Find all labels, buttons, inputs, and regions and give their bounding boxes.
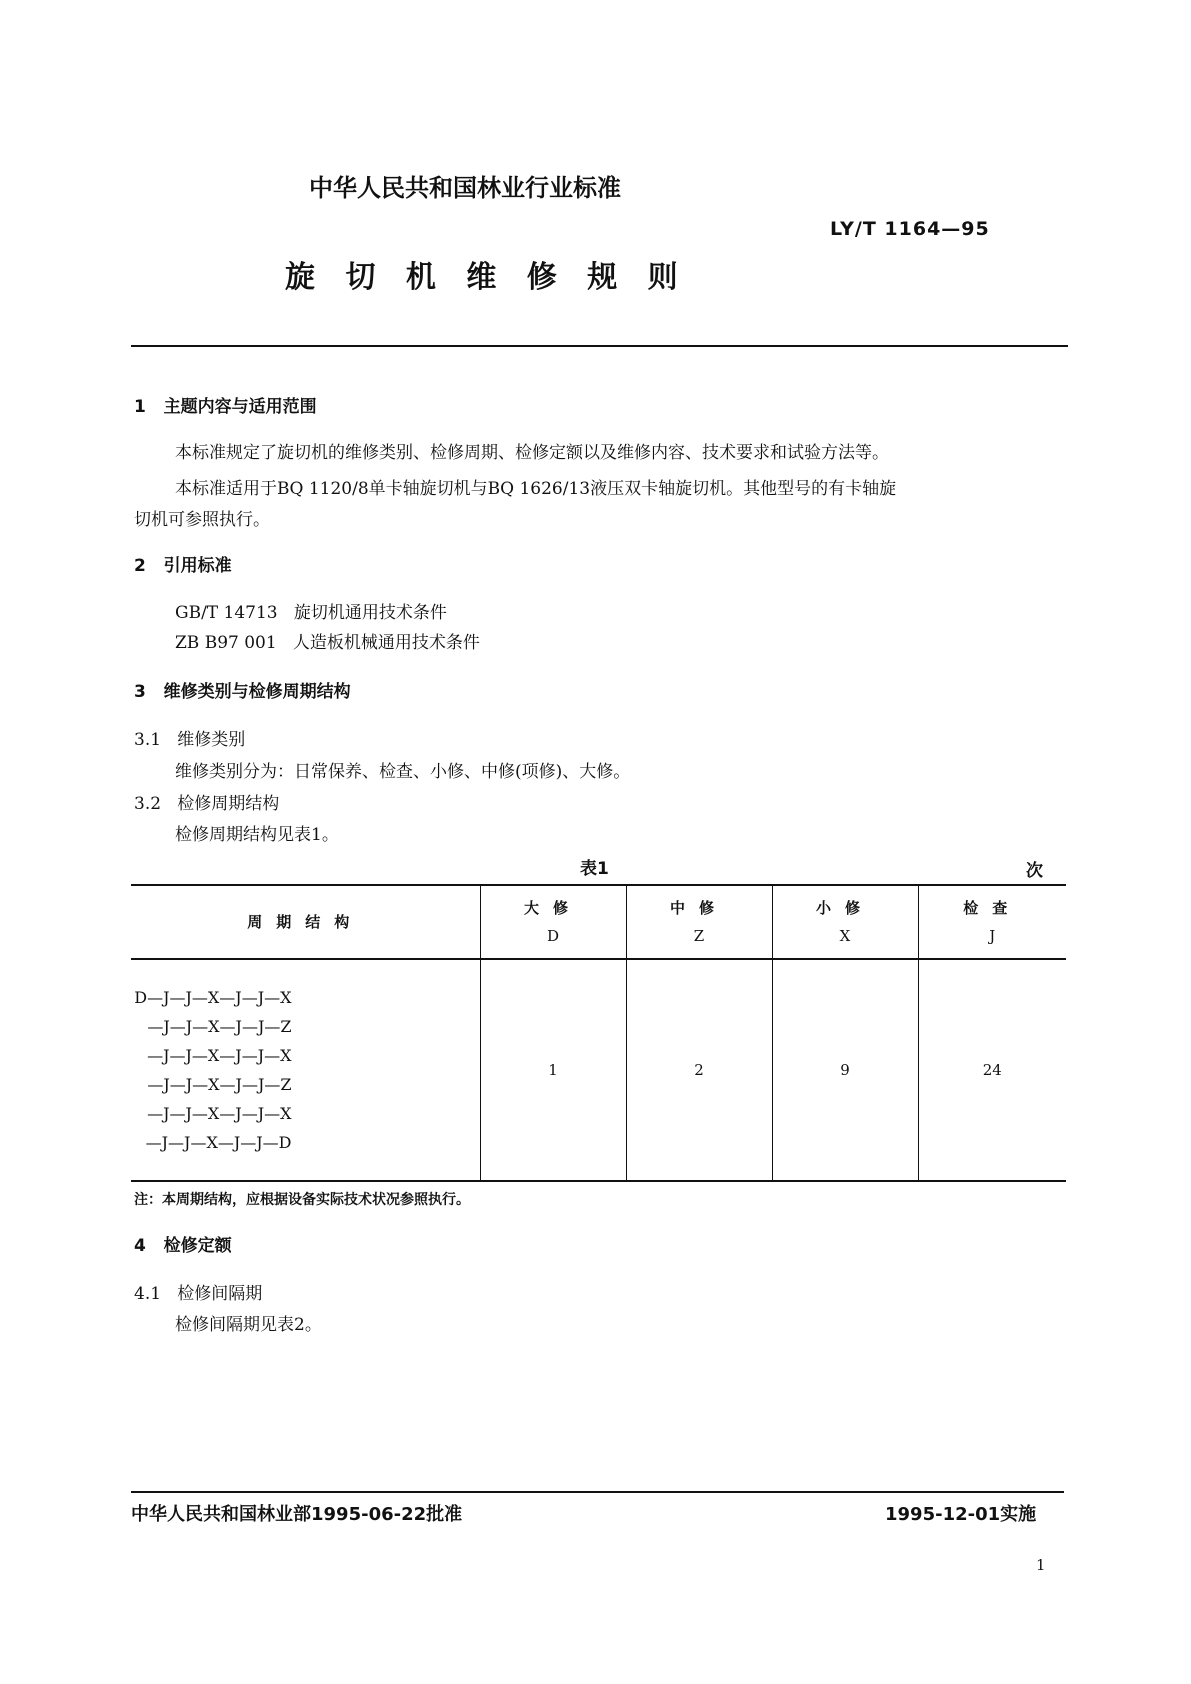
paragraph: 检修周期结构见表1。 bbox=[175, 825, 339, 845]
table-header-row bbox=[131, 885, 1066, 959]
table-note: 注：本周期结构，应根据设备实际技术状况参照执行。 bbox=[134, 1192, 470, 1208]
table-row bbox=[131, 959, 1066, 1181]
count-inspection: 24 bbox=[918, 959, 1066, 1181]
document-title: 旋 切 机 维 修 规 则 bbox=[285, 260, 688, 295]
cycle-line: D—J—J—X—J—J—X bbox=[134, 988, 292, 1007]
effective-date: 1995-12-01实施 bbox=[885, 1504, 1037, 1525]
header-cycle: 周期结构 bbox=[131, 885, 480, 959]
header-minor-repair: 小修 X bbox=[772, 885, 918, 959]
section-4-1-heading: 4.1 检修间隔期 bbox=[134, 1284, 263, 1304]
header-medium-repair: 中修 Z bbox=[626, 885, 772, 959]
table-unit: 次 bbox=[1026, 861, 1043, 881]
cycle-line: —J—J—X—J—J—D bbox=[145, 1133, 292, 1152]
cycle-line: —J—J—X—J—J—Z bbox=[147, 1017, 292, 1036]
section-3-2-heading: 3.2 检修周期结构 bbox=[134, 794, 280, 814]
section-3-heading: 3 维修类别与检修周期结构 bbox=[134, 682, 351, 702]
paragraph: 维修类别分为：日常保养、检查、小修、中修(项修)、大修。 bbox=[175, 762, 631, 782]
table-caption: 表1 bbox=[580, 859, 609, 879]
header-major-repair: 大修 D bbox=[480, 885, 626, 959]
paragraph: 本标准规定了旋切机的维修类别、检修周期、检修定额以及维修内容、技术要求和试验方法等。 bbox=[175, 443, 889, 463]
cycle-sequence bbox=[131, 959, 480, 1181]
standard-code: LY/T 1164—95 bbox=[830, 218, 990, 240]
section-1-heading: 1 主题内容与适用范围 bbox=[134, 397, 317, 417]
header-inspection: 检查 J bbox=[918, 885, 1066, 959]
section-2-heading: 2 引用标准 bbox=[134, 556, 232, 576]
reference-item: GB/T 14713 旋切机通用技术条件 bbox=[175, 603, 447, 623]
cycle-line: —J—J—X—J—J—X bbox=[147, 1046, 292, 1065]
cycle-line: —J—J—X—J—J—X bbox=[147, 1104, 292, 1123]
count-medium: 2 bbox=[626, 959, 772, 1181]
paragraph: 切机可参照执行。 bbox=[134, 510, 270, 530]
header-rule bbox=[131, 345, 1068, 347]
paragraph: 本标准适用于BQ 1120/8单卡轴旋切机与BQ 1626/13液压双卡轴旋切机。其他型号的有卡轴旋 bbox=[175, 479, 897, 499]
page-number: 1 bbox=[1036, 1556, 1046, 1574]
count-minor: 9 bbox=[772, 959, 918, 1181]
paragraph: 检修间隔期见表2。 bbox=[175, 1315, 322, 1335]
cycle-line: —J—J—X—J—J—Z bbox=[147, 1075, 292, 1094]
cycle-structure-table bbox=[131, 884, 1066, 1182]
approval-text: 中华人民共和国林业部1995-06-22批准 bbox=[131, 1504, 463, 1525]
section-3-1-heading: 3.1 维修类别 bbox=[134, 730, 246, 750]
count-major: 1 bbox=[480, 959, 626, 1181]
section-4-heading: 4 检修定额 bbox=[134, 1236, 232, 1256]
org-standard-heading: 中华人民共和国林业行业标准 bbox=[309, 174, 621, 202]
footer-rule bbox=[131, 1491, 1064, 1493]
reference-item: ZB B97 001 人造板机械通用技术条件 bbox=[175, 633, 480, 653]
